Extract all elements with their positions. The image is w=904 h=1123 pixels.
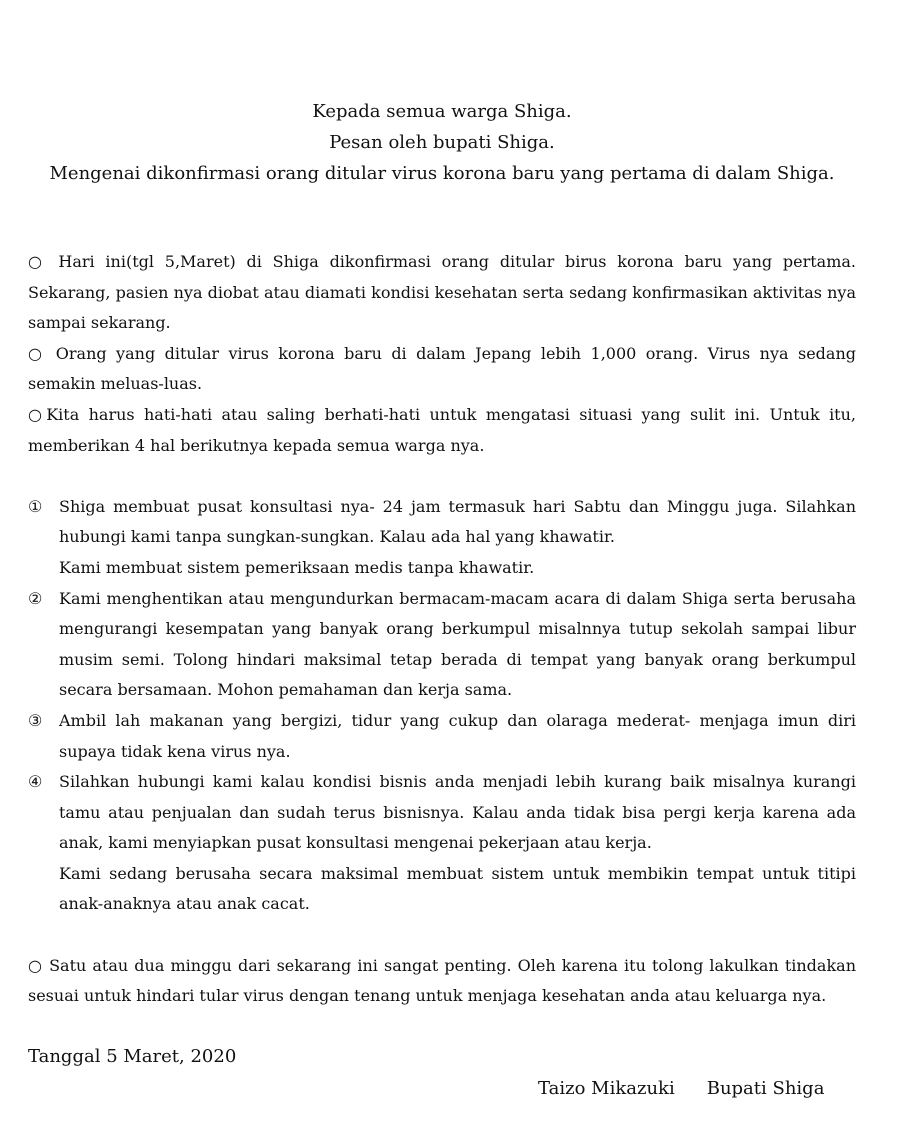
item-text: Silahkan hubungi kami kalau kondisi bisnis anda menjadi lebih kurang baik misalnya kurangi tamu atau penjualan dan sudah terus bisnisnya. Kalau anda tidak bisa pergi kerja karena ada anak, kami menyiapkan pusat konsultasi mengenai pekerjaan atau kerja. (59, 772, 856, 853)
document-header (0, 96, 884, 189)
item-text: Shiga membuat pusat konsultasi nya- 24 jam termasuk hari Sabtu dan Minggu juga. Silahkan hubungi kami tanpa sungkan-sungkan. Kalau ada hal yang khawatir. (59, 496, 856, 547)
document-body (28, 247, 856, 1012)
item-number: ④ (28, 772, 43, 792)
list-item (28, 767, 856, 920)
header-greeting: Kepada semua warga Shiga. (312, 101, 572, 122)
item-text: Ambil lah makanan yang bergizi, tidur yang cukup dan olaraga mederat- menjaga imun diri supaya tidak kena virus nya. (59, 710, 856, 761)
paragraph-spacer (28, 920, 856, 951)
item-extra-text: Kami sedang berusaha secara maksimal membuat sistem untuk membikin tempat untuk titipi anak-anaknya atau anak cacat. (59, 863, 856, 914)
header-sender: Pesan oleh bupati Shiga. (329, 132, 555, 153)
intro-paragraph: ○Kita harus hati-hati atau saling berhati-hati untuk mengatasi situasi yang sulit ini. Untuk itu, memberikan 4 hal berikutnya kepada semua warga nya. (28, 404, 856, 455)
document-date: Tanggal 5 Maret, 2020 (28, 1046, 237, 1067)
signature-name: Taizo Mikazuki (538, 1078, 675, 1099)
item-number: ② (28, 588, 43, 608)
item-number: ③ (28, 710, 43, 730)
signature-title: Bupati Shiga (706, 1078, 825, 1099)
paragraph-spacer (28, 461, 856, 492)
list-item (28, 706, 856, 767)
item-extra-text: Kami membuat sistem pemeriksaan medis tanpa khawatir. (59, 557, 535, 577)
intro-paragraph: ○ Hari ini(tgl 5,Maret) di Shiga dikonfirmasi orang ditular birus korona baru yang pertama. Sekarang, pasien nya diobat atau diamati kondisi kesehatan serta sedang konfirmasikan aktivitas nya sampai sekarang. (28, 252, 856, 333)
item-text: Kami menghentikan atau mengundurkan bermacam-macam acara di dalam Shiga serta berusaha mengurangi kesempatan yang banyak orang berkumpul misalnnya tutup sekolah sampai libur musim semi. Tolong hindari maksimal tetap berada di tempat yang banyak orang berkumpul secara bersamaan. Mohon pemahaman dan kerja sama. (59, 588, 856, 700)
signature-block (538, 1074, 824, 1104)
list-item (28, 584, 856, 706)
closing-paragraph: ○ Satu atau dua minggu dari sekarang ini sangat penting. Oleh karena itu tolong lakulkan tindakan sesuai untuk hindari tular virus dengan tenang untuk menjaga kesehatan anda atau keluarga nya. (28, 955, 856, 1006)
list-item (28, 492, 856, 584)
intro-paragraph: ○ Orang yang ditular virus korona baru di dalam Jepang lebih 1,000 orang. Virus nya sedang semakin meluas-luas. (28, 343, 856, 394)
header-subject: Mengenai dikonfirmasi orang ditular virus korona baru yang pertama di dalam Shiga. (49, 163, 835, 184)
item-number: ① (28, 496, 43, 516)
